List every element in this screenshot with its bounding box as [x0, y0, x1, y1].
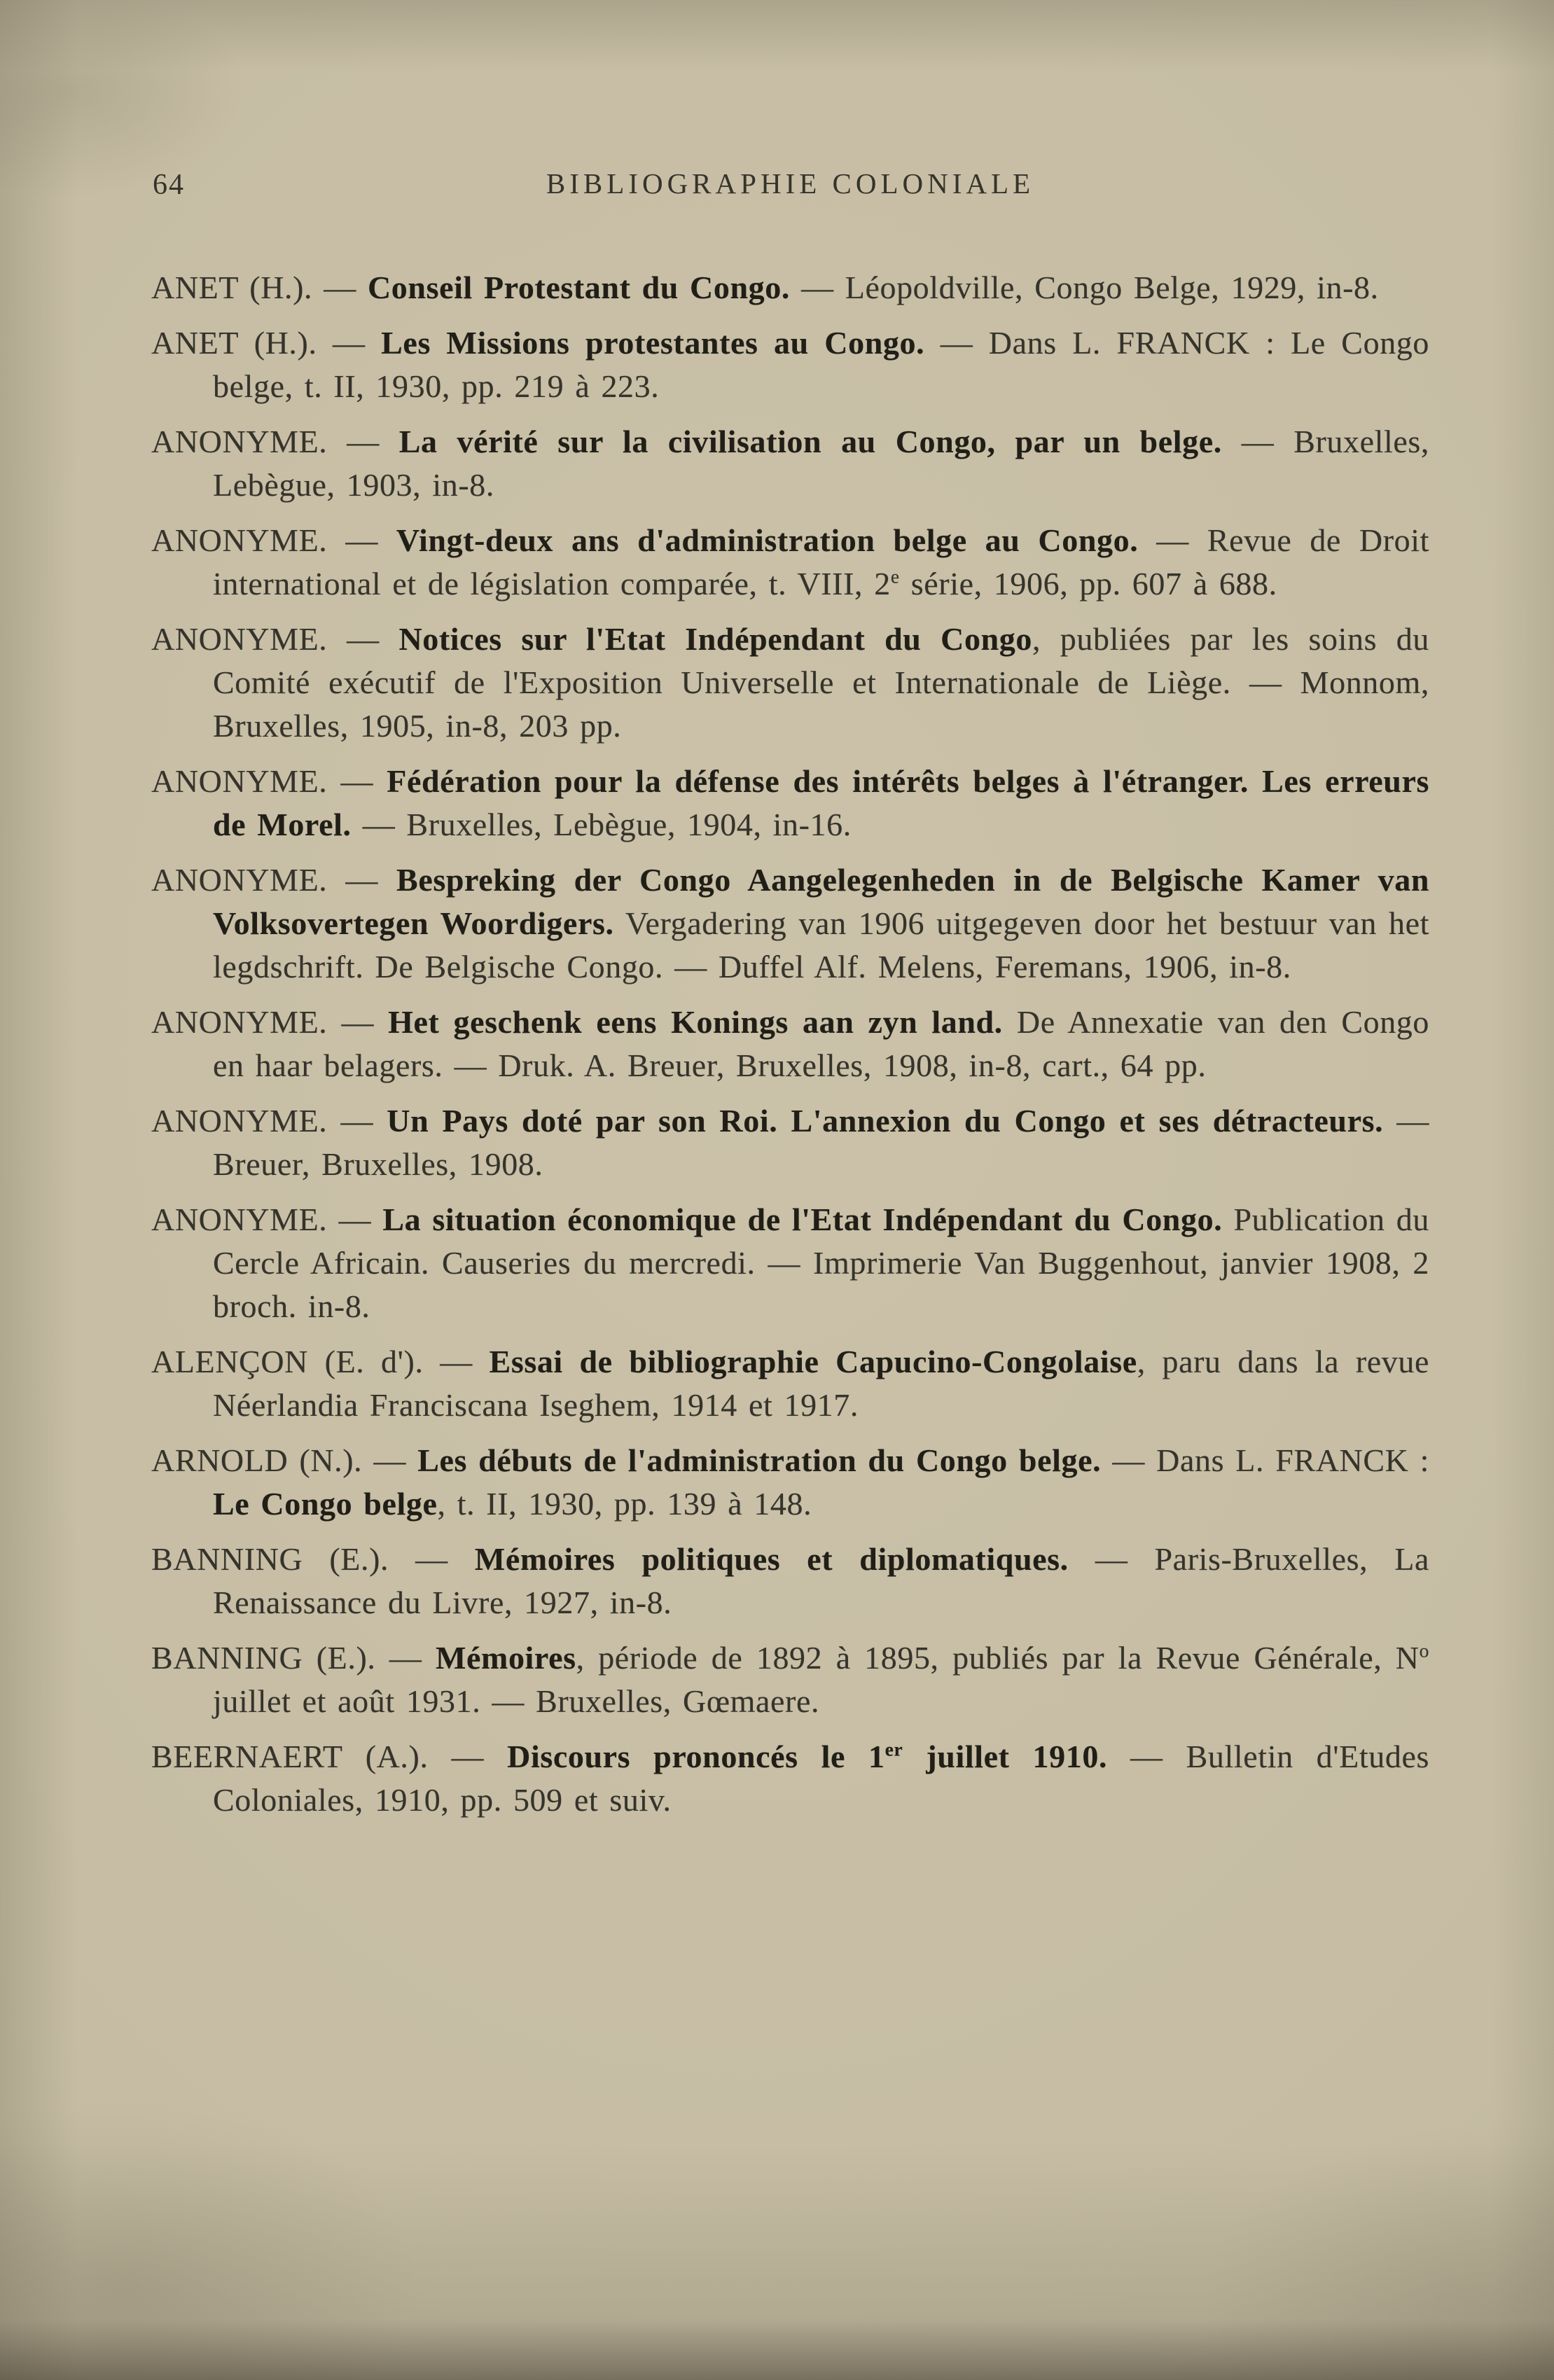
bibliography-entry	[151, 760, 1429, 847]
page-number: 64	[153, 169, 185, 201]
entry-text-segment: Vergadering van 1906 uitgegeven door het bestuur van het legdschrift. De Belgische Congo. — Duffel Alf. Melens, Feremans, 1906, in-8.	[213, 905, 1429, 984]
entry-text-segment: — Bruxelles, Lebègue, 1903, in-8.	[213, 424, 1429, 503]
superscript: e	[890, 565, 900, 587]
bibliography-entry	[151, 1001, 1429, 1087]
entry-text-segment: ANONYME. —	[151, 763, 387, 799]
entry-text-segment: De Annexatie van den Congo en haar belagers. — Druk. A. Breuer, Bruxelles, 1908, in-8, cart., 64 pp.	[213, 1004, 1430, 1083]
entry-title-segment: Les Missions protestantes au Congo.	[381, 325, 925, 361]
entry-text-segment: ANET (H.). —	[151, 325, 382, 361]
bibliography-entry	[151, 618, 1429, 748]
entry-title-segment: Le Congo belge	[213, 1486, 438, 1522]
bibliography-entries	[151, 266, 1429, 1822]
page-header	[151, 167, 1429, 204]
entry-title-segment: La situation économique de l'Etat Indépendant du Congo.	[382, 1202, 1223, 1237]
entry-text-segment: ANONYME. —	[151, 862, 397, 898]
entry-text-segment: — Dans L. FRANCK :	[1101, 1442, 1430, 1478]
entry-text-segment: , paru dans la revue Néerlandia Franciscana Iseghem, 1914 et 1917.	[213, 1344, 1429, 1423]
entry-text-segment: BANNING (E.). —	[151, 1541, 475, 1577]
entry-text-segment: — Léopoldville, Congo Belge, 1929, in-8.	[789, 270, 1379, 305]
bibliography-entry	[151, 266, 1429, 309]
entry-title-segment: La vérité sur la civilisation au Congo, par un belge.	[398, 424, 1222, 459]
bibliography-entry	[151, 1538, 1429, 1624]
entry-text-segment: BANNING (E.). —	[151, 1640, 436, 1676]
entry-text-segment: — Dans L. FRANCK : Le Congo belge, t. II, 1930, pp. 219 à 223.	[213, 325, 1429, 404]
bibliography-entry	[151, 1099, 1429, 1186]
entry-text-segment: — Paris-Bruxelles, La Renaissance du Livre, 1927, in-8.	[213, 1541, 1429, 1620]
bibliography-entry	[151, 1636, 1429, 1723]
entry-text-segment: ANONYME. —	[151, 1004, 389, 1040]
entry-text-segment: , publiées par les soins du Comité exécutif de l'Exposition Universelle et Internationale de Liège. — Monnom, Bruxelles, 1905, in-8, 203 pp.	[213, 621, 1429, 744]
entry-title-segment: Conseil Protestant du Congo.	[367, 270, 790, 305]
entry-title-segment: Fédération pour la défense des intérêts belges à l'étranger. Les erreurs de Morel.	[213, 763, 1430, 842]
entry-title-segment: Les débuts de l'administration du Congo belge.	[417, 1442, 1102, 1478]
entry-text-segment: — Breuer, Bruxelles, 1908.	[213, 1103, 1429, 1182]
entry-text-segment: — Revue de Droit international et de législation comparée, t. VIII, 2	[213, 522, 1430, 601]
entry-title-segment: Het geschenk eens Konings aan zyn land.	[388, 1004, 1003, 1040]
entry-text-segment: ANONYME. —	[151, 1103, 387, 1139]
entry-text-segment: ALENÇON (E. d'). —	[151, 1344, 490, 1379]
entry-text-segment: série, 1906, pp. 607 à 688.	[899, 566, 1277, 601]
entry-text-segment: Publication du Cercle Africain. Causeries du mercredi. — Imprimerie Van Buggenhout, janvier 1908, 2 broch. in-8.	[213, 1202, 1429, 1324]
bibliography-entry	[151, 1439, 1429, 1526]
entry-title-segment: juillet 1910.	[903, 1739, 1108, 1774]
page-title: BIBLIOGRAPHIE COLONIALE	[546, 167, 1035, 200]
entry-text-segment	[891, 566, 900, 601]
entry-title-segment: Un Pays doté par son Roi. L'annexion du Congo et ses détracteurs.	[387, 1103, 1384, 1139]
entry-text-segment: juillet et août 1931. — Bruxelles, Gœmaere.	[213, 1683, 820, 1719]
entry-text-segment	[1420, 1640, 1429, 1676]
entry-text-segment: — Bruxelles, Lebègue, 1904, in-16.	[351, 807, 852, 842]
entry-title-segment: Mémoires politiques et diplomatiques.	[474, 1541, 1069, 1577]
entry-title-segment: Essai de bibliographie Capucino-Congolaise	[489, 1344, 1137, 1379]
entry-title-segment: Vingt-deux ans d'administration belge au Congo.	[396, 522, 1139, 558]
entry-text-segment: , t. II, 1930, pp. 139 à 148.	[437, 1486, 812, 1522]
bibliography-entry	[151, 420, 1429, 507]
entry-text-segment: ANONYME. —	[151, 621, 399, 657]
bibliography-entry	[151, 1735, 1429, 1822]
entry-text-segment: — Bulletin d'Etudes Coloniales, 1910, pp. 509 et suiv.	[213, 1739, 1429, 1818]
bibliography-entry	[151, 1198, 1429, 1328]
entry-title-segment	[885, 1739, 903, 1774]
entry-text-segment: ANONYME. —	[151, 424, 399, 459]
bibliography-entry	[151, 1340, 1429, 1427]
entry-title-segment: Bespreking der Congo Aangelegenheden in de Belgische Kamer van Volksovertegen Woordigers.	[213, 862, 1430, 941]
entry-title-segment: Discours prononcés le 1	[507, 1739, 885, 1774]
entry-text-segment: ANET (H.). —	[151, 270, 368, 305]
entry-text-segment: ARNOLD (N.). —	[151, 1442, 418, 1478]
superscript: er	[884, 1738, 903, 1760]
entry-text-segment: BEERNAERT (A.). —	[151, 1739, 508, 1774]
bibliography-entry	[151, 858, 1429, 989]
entry-title-segment: Mémoires	[436, 1640, 576, 1676]
entry-title-segment: Notices sur l'Etat Indépendant du Congo	[398, 621, 1032, 657]
entry-text-segment: ANONYME. —	[151, 1202, 383, 1237]
bibliography-entry	[151, 321, 1429, 408]
superscript: o	[1419, 1639, 1430, 1662]
entry-text-segment: , période de 1892 à 1895, publiés par la Revue Générale, N	[576, 1640, 1420, 1676]
bibliography-entry	[151, 519, 1429, 606]
entry-text-segment: ANONYME. —	[151, 522, 396, 558]
